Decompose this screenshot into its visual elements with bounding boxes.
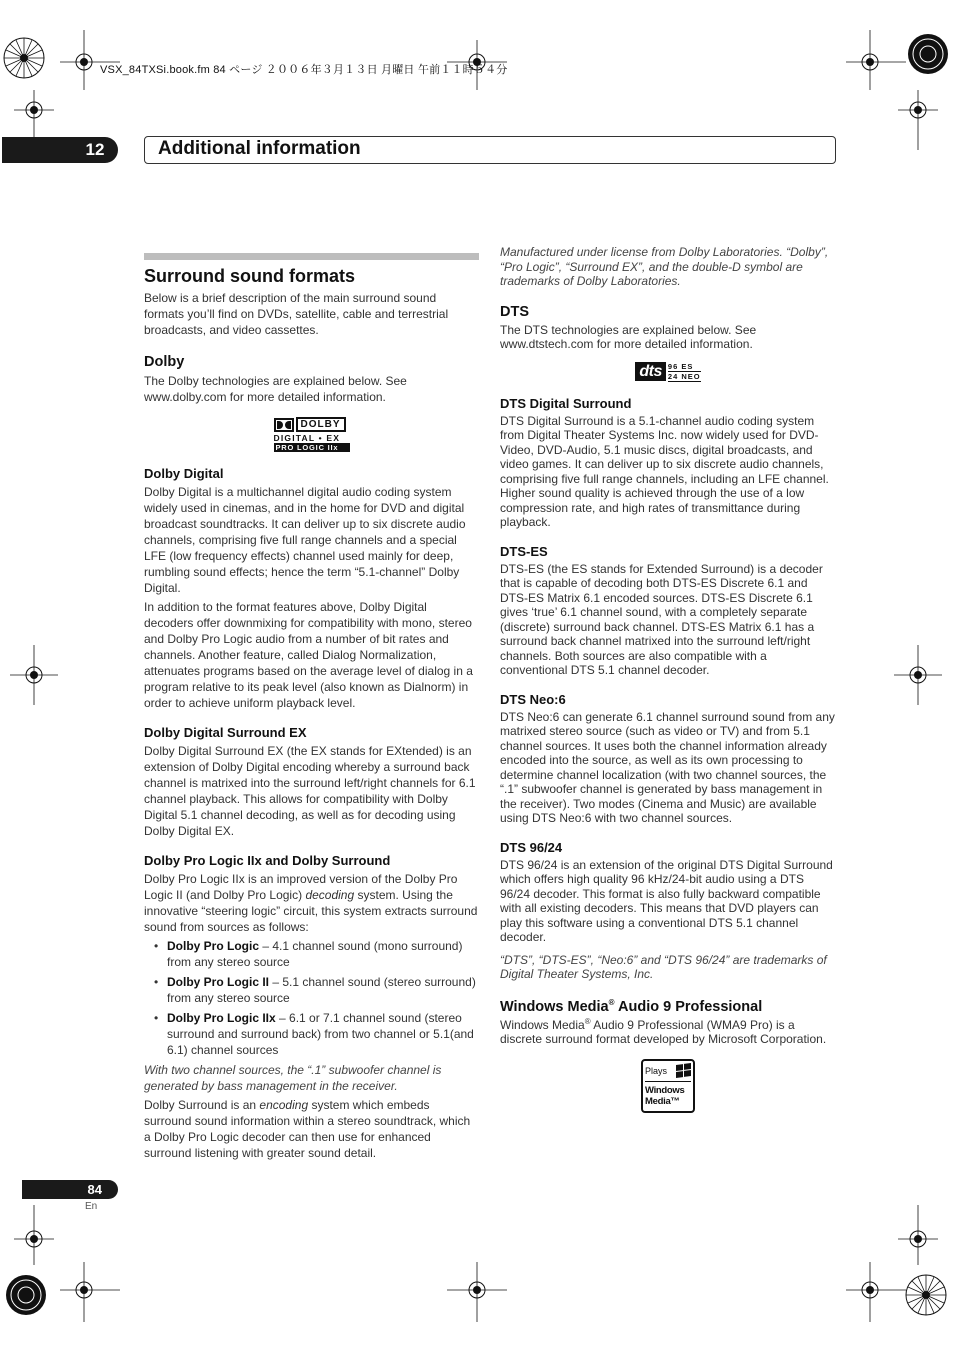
dolby-logo-word: DOLBY bbox=[296, 417, 346, 432]
page-number: 84 bbox=[22, 1180, 118, 1199]
crop-mark-top-center-left bbox=[60, 30, 120, 90]
crop-mark-left-middle bbox=[10, 645, 58, 705]
dolby-digital-p2: In addition to the format features above, Dolby Digital decoders offer downmixing for compatibility with mono, stereo and Dolby Pro Logic audio from a number of bit rates and channels. Another feature, called Dialog Normalization, attenuates programs based on the average level of dialog in a program relative to its peak level (also known as Dialnorm) in order to achieve uniform playback level. bbox=[144, 600, 473, 710]
wm-logo-plays: Plays bbox=[645, 1065, 668, 1076]
section-intro: Below is a brief description of the main surround sound formats you’ll find on DVDs, satellite, cable and terrestrial broadcasts, and video cassettes. bbox=[144, 291, 449, 337]
crop-mark-right-lower bbox=[898, 1205, 938, 1265]
list-item: • Dolby Pro Logic – 4.1 channel sound (mono surround) from any stereo source bbox=[152, 938, 479, 970]
dts-neo-text: DTS Neo:6 can generate 6.1 channel surround sound from any matrixed stereo source (such as video or TV) and from 5.1 channel sources. It uses both the channel information already encoded into the source, as well as its own processing to determine channel localization (with two channel sources, the “.1” subwoofer channel is generated by bass management in the receiver). Two modes (Cinema and Music) are available using DTS Neo:6 with two channel sources. bbox=[500, 709, 835, 825]
dts-9624-text: DTS 96/24 is an extension of the original DTS Digital Surround which offers high quality 96 kHz/24-bit audio using a DTS 96/24 decoder. This format is also fully backward compatible with all existing decoders. This means that DVD players can play this software using a conventional DTS 5.1 channel decoder. bbox=[500, 857, 833, 944]
crop-mark-bottom-left bbox=[0, 1265, 60, 1325]
dolby-double-d-icon bbox=[274, 418, 294, 432]
dts-text: The DTS technologies are explained below. See www.dtstech.com for more detailed information. bbox=[500, 322, 757, 351]
chapter-header bbox=[144, 136, 836, 164]
chapter-number: 12 bbox=[2, 137, 118, 163]
dts-logo-24-neo: 24 NEO bbox=[667, 371, 701, 381]
wm-logo-media: Media™ bbox=[645, 1095, 680, 1107]
crop-mark-top-right bbox=[900, 30, 954, 90]
crop-mark-bottom-right-inner bbox=[846, 1262, 906, 1322]
dolby-ex-heading: Dolby Digital Surround EX bbox=[144, 725, 307, 740]
right-column bbox=[500, 245, 836, 1121]
dolby-ex-text: Dolby Digital Surround EX (the EX stands for EXtended) is an extension of Dolby Digital encoding whereby a surround back channel is matrixed into the surround left/right channels for 6.1 channel playback. This allows for compatibility with Dolby Digital 5.1 channel decoding, as well as for decoding using Dolby Digital EX. bbox=[144, 744, 476, 838]
dolby-heading: Dolby bbox=[144, 354, 185, 370]
windows-media-logo bbox=[500, 1059, 836, 1113]
list-item: • Dolby Pro Logic IIx – 6.1 or 7.1 channel sound (stereo surround and surround back) from two channel or 5.1(and 6.1) channel sources bbox=[152, 1010, 479, 1058]
chapter-title: Additional information bbox=[158, 138, 361, 159]
dts-es-text: DTS-ES (the ES stands for Extended Surround) is a decoder that is capable of decoding both DTS-ES Discrete 6.1 and DTS-ES Matrix 6.1 encoded sources. DTS-ES Discrete 6.1 gives ‘true’ 6.1 channel sound, with a completely separate (discrete) surround back channel. DTS-ES Matrix 6.1 has a surround back channel matrixed into the surround left/right channels. Both sources are also compatible with a conventional DTS 5.1 channel decoder. bbox=[500, 561, 823, 677]
dts-logo-96-es: 96 ES bbox=[668, 362, 701, 372]
pro-logic-heading: Dolby Pro Logic IIx and Dolby Surround bbox=[144, 853, 391, 868]
crop-mark-right-middle bbox=[894, 645, 942, 705]
dolby-logo bbox=[144, 417, 479, 452]
crop-mark-right-upper bbox=[898, 90, 938, 150]
page-language: En bbox=[85, 1201, 98, 1212]
dts-es-heading: DTS-ES bbox=[500, 543, 548, 559]
dts-9624-heading: DTS 96/24 bbox=[500, 839, 563, 855]
wma-text: Windows Media® Audio 9 Professional (WMA9 Pro) is a discrete surround format developed by Microsoft Corporation. bbox=[500, 1016, 827, 1046]
file-header: VSX_84TXSi.book.fm 84 ページ ２００６年３月１３日 月曜日 午前１１時５４分 bbox=[100, 64, 508, 76]
wma-heading: Windows Media® Audio 9 Professional bbox=[500, 997, 763, 1015]
dts-logo bbox=[500, 362, 836, 382]
crop-mark-left-lower bbox=[14, 1205, 54, 1265]
section-rule bbox=[144, 253, 479, 260]
dolby-surround-text: Dolby Surround is an encoding system which embeds surround sound information within a stereo soundtrack, which a Dolby Pro Logic decoder can then use for enhanced surround listening with greater sound detail. bbox=[144, 1098, 471, 1160]
dolby-text: The Dolby technologies are explained below. See www.dolby.com for more detailed information. bbox=[144, 374, 407, 404]
dolby-digital-p1: Dolby Digital is a multichannel digital audio coding system widely used in cinemas, and in the home for DVD and digital broadcast soundtracks. It can deliver up to six discrete audio channels, comprising five full range channels and a special LFE (low frequency effects) channel used mainly for deep, rumbling sound effects; hence the term “5.1-channel” Dolby Digital. bbox=[144, 485, 466, 595]
dts-heading: DTS bbox=[500, 303, 529, 320]
dolby-trademark-note: Manufactured under license from Dolby Laboratories. “Dolby”, “Pro Logic”, “Surround EX”, and the double-D symbol are trademarks of Dolby Laboratories. bbox=[500, 245, 829, 288]
section-title: Surround sound formats bbox=[144, 266, 355, 286]
crop-mark-top-right-inner bbox=[846, 30, 906, 90]
dolby-logo-digital-ex: DIGITAL • EX bbox=[273, 433, 341, 443]
list-item: • Dolby Pro Logic II – 5.1 channel sound (stereo surround) from any stereo source bbox=[152, 974, 479, 1006]
wm-logo-windows: Windows bbox=[645, 1084, 685, 1096]
dts-logo-word: dts bbox=[635, 362, 666, 381]
crop-mark-bottom-right bbox=[900, 1265, 954, 1325]
windows-flag-icon bbox=[676, 1063, 691, 1078]
dolby-logo-pro-logic: PRO LOGIC IIx bbox=[274, 443, 350, 452]
dolby-digital-heading: Dolby Digital bbox=[144, 466, 224, 481]
dts-digital-heading: DTS Digital Surround bbox=[500, 395, 632, 411]
dts-trademark-note: “DTS”, “DTS-ES”, “Neo:6” and “DTS 96/24” are trademarks of Digital Theater Systems, Inc. bbox=[500, 952, 827, 981]
crop-mark-bottom-center-left bbox=[60, 1262, 120, 1322]
pro-logic-p1: Dolby Pro Logic IIx is an improved version of the Dolby Pro Logic II (and Dolby Pro Logic) decoding system. Using the innovative “steering logic” circuit, this system extracts surround sound from sources as follows: bbox=[144, 872, 478, 934]
dts-digital-text: DTS Digital Surround is a 5.1-channel audio coding system from Digital Theater Systems Inc. now widely used for DVD-Video, DVD-Audio, 5.1 music discs, digital broadcasts, and video games. It can deliver up to six discrete audio channels, comprising five full range channels, including an LFE channel. Higher sound quality is achieved through the use of a low compression rate, and high rates of transmittance during playback. bbox=[500, 413, 829, 529]
dts-neo-heading: DTS Neo:6 bbox=[500, 691, 566, 707]
left-column bbox=[144, 253, 479, 1164]
pro-logic-note: With two channel sources, the “.1” subwoofer channel is generated by bass management in the receiver. bbox=[144, 1063, 442, 1093]
crop-mark-bottom-center bbox=[447, 1262, 507, 1322]
pro-logic-list bbox=[152, 938, 479, 1058]
